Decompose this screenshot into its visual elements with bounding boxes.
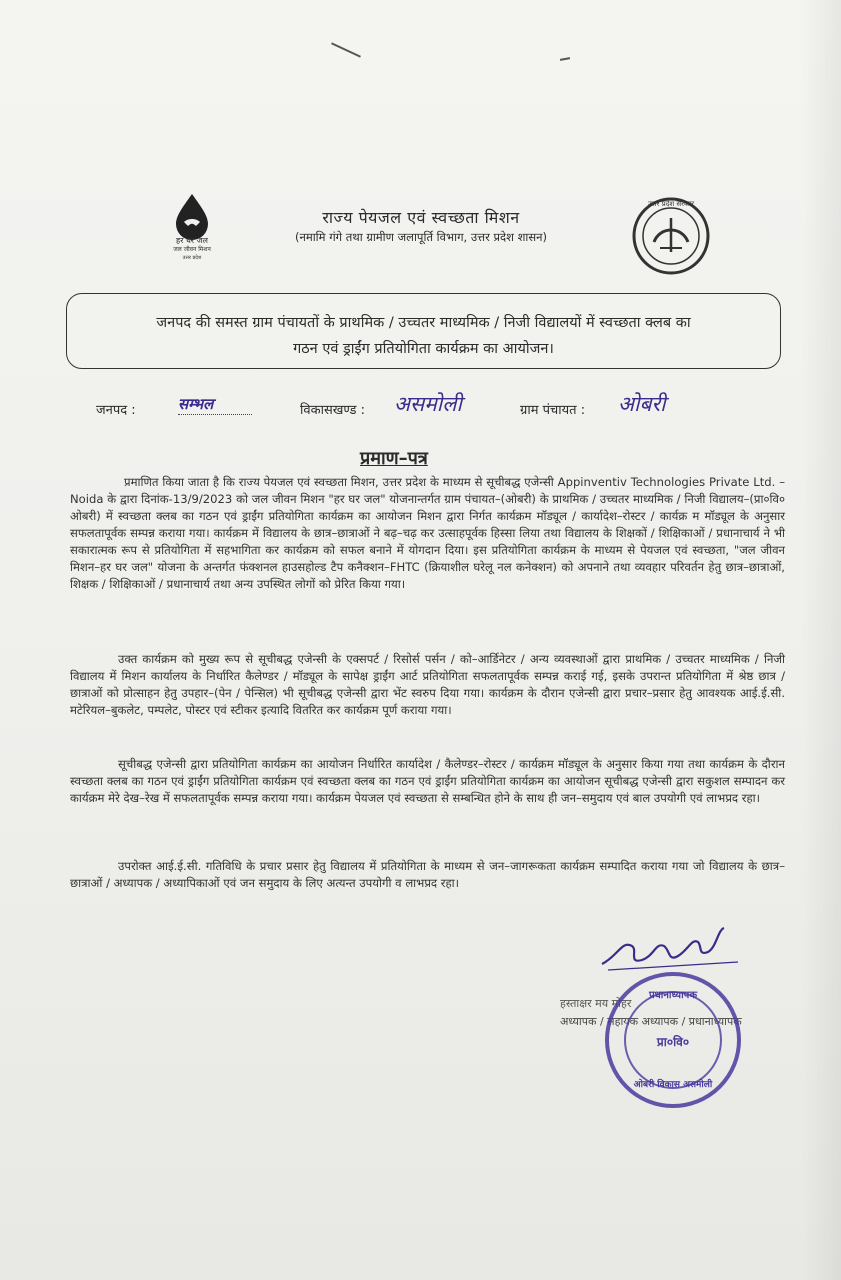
certificate-paragraph-3: सूचीबद्ध एजेन्सी द्वारा प्रतियोगिता कार्यक्रम का आयोजन निर्धारित कार्यादेश / कैलेण्डर–रोस्टर / कार्यक्रम मॉड्यूल के अनुसार किया गया तथा कार्यक्रम के दौरान स्वच्छता क्लब का गठन एवं ड्राईंग प्रतियोगिता कार्यक्रम एवं स्वच्छता क्लब का गठन एवं ड्राईंग प्रतियोगिता कार्यक्रम का आयोजन सूचीबद्ध एजेन्सी द्वारा सकुशल सम्पादन कर कार्यक्रम मेरे देख–रेख में सफलतापूर्वक सम्पन्न कराया गया। कार्यक्रम पेयजल एवं स्वच्छता से सम्बन्धित होने के साथ ही जन–समुदाय एवं बाल उपयोगी एवं लाभप्रद रहा। <box>70 757 785 805</box>
logo-text: हर घर जल <box>176 236 208 245</box>
logo-text: उत्तर प्रदेश <box>182 255 202 261</box>
pen-mark <box>560 57 570 61</box>
signature-role-line-2: अध्यापक / सहायक अध्यापक / प्रधानाध्यापक <box>560 1015 742 1028</box>
signature-role-line-1: हस्ताक्षर मय मोहर <box>560 997 632 1010</box>
mission-title: राज्य पेयजल एवं स्वच्छता मिशन <box>322 208 520 227</box>
school-stamp <box>598 965 748 1115</box>
stamp-text: ओबरी विकास असमोली <box>633 1080 713 1090</box>
mission-subtitle: (नमामि गंगे तथा ग्रामीण जलापूर्ति विभाग, उत्तर प्रदेश शासन) <box>294 230 548 244</box>
stamp-text: प्रधानाध्यापक <box>648 990 698 1001</box>
block-label: विकासखण्ड : <box>300 403 366 418</box>
jal-jeevan-mission-logo <box>160 192 224 262</box>
district-value: सम्भल <box>178 394 252 415</box>
certificate-paragraph-1: प्रमाणित किया जाता है कि राज्य पेयजल एवं स्वच्छता मिशन, उत्तर प्रदेश के माध्यम से सूचीबद्ध एजेन्सी Appinventiv Technologies Private Ltd. – Noida के द्वारा दिनांक-13/9/2023 को जल जीवन मिशन "हर घर जल" योजनान्तर्गत ग्राम पंचायत–(ओबरी) के प्राथमिक / उच्चतर माध्यमिक / निजी विद्यालय–(प्रा०वि० ओबरी) में स्वच्छता क्लब का गठन एवं ड्राईंग प्रतियोगिता कार्यक्रम का आयोजन मिशन द्वारा निर्गत कार्यक्रम मॉड्यूल / कार्यादेश–रोस्टर / कार्यक्र म मॉड्यूल के अनुसार सफलतापूर्वक सम्पन्न कराया गया। कार्यक्रम में विद्यालय के छात्र–छात्राओं ने बढ़–चढ़ कर उत्साहपूर्वक हिस्सा लिया तथा विद्यालय के शिक्षकों / शिक्षिकाओं / प्रधानाचार्य ने भी सकारात्मक रूप से प्रतियोगिता में सहभागिता कर कार्यक्रम को सफल बनाने में योगदान दिया। इस प्रतियोगिता कार्यक्रम के माध्यम से पेयजल एवं स्वच्छता, "जल जीवन मिशन–हर घर जल" योजना के अन्तर्गत फंक्शनल हाउसहोल्ड टैप कनैक्शन–FHTC (क्रियाशील घरेलू नल कनेक्शन) को अपनाने तथा व्यवहार परिवर्तन हेतु छात्र–छात्राओं, शिक्षक / शिक्षिकाओं / प्रधानाचार्य तथा अन्य उपस्थित लोगों को प्रेरित किया गया। <box>70 475 785 591</box>
block-value: असमोली <box>394 392 462 416</box>
paper-fold-shadow <box>801 0 841 1280</box>
logo-text: जल जीवन मिशन <box>173 246 211 253</box>
panchayat-value: ओबरी <box>618 392 666 416</box>
district-label: जनपद : <box>96 403 136 418</box>
program-banner <box>66 293 781 369</box>
up-government-seal <box>626 196 716 276</box>
seal-text: उत्तर प्रदेश सरकार <box>647 200 695 208</box>
stamp-text: प्रा०वि० <box>656 1035 690 1049</box>
panchayat-label: ग्राम पंचायत : <box>520 403 586 418</box>
certificate-title: प्रमाण–पत्र <box>360 448 428 469</box>
banner-line-1: जनपद की समस्त ग्राम पंचायतों के प्राथमिक / उच्चतर माध्यमिक / निजी विद्यालयों में स्वच्छता क्लब का <box>156 315 691 331</box>
certificate-paragraph-4: उपरोक्त आई.ई.सी. गतिविधि के प्रचार प्रसार हेतु विद्यालय में प्रतियोगिता के माध्यम से जन–जागरूकता कार्यक्रम सम्पादित कराया गया जो विद्यालय के छात्र–छात्राओं / अध्यापक / अध्यापिकाओं एवं जन समुदाय के लिए अत्यन्त उपयोगी व लाभप्रद रहा। <box>70 859 785 890</box>
pen-mark <box>331 42 361 57</box>
certificate-paragraph-2: उक्त कार्यक्रम को मुख्य रूप से सूचीबद्ध एजेन्सी के एक्सपर्ट / रिसोर्स पर्सन / को–आर्डिनेटर / अन्य व्यवस्थाओं द्वारा प्राथमिक / उच्चतर माध्यमिक / निजी विद्यालय में मिशन कार्यालय के निर्धारित कैलेण्डर / मॉड्यूल के सापेक्ष ड्राईंग आर्ट प्रतियोगिता सफलतापूर्वक सम्पन्न कराई गई, इसके उपरान्त प्रतियोगिता में श्रेष्ठ छात्र / छात्राओं को प्रोत्साहन हेतु उपहार–(पेन / पेन्सिल) भी सूचीबद्ध एजेन्सी द्वारा भेंट स्वरुप दिया गया। कार्यक्रम के दौरान एजेन्सी द्वारा प्रचार–प्रसार हेतु आवश्यक आई.ई.सी. मटेरियल–बुकलेट, पम्पलेट, पोस्टर एवं स्टीकर इत्यादि वितरित कर कार्यक्रम पूर्ण कराया गया। <box>70 652 785 717</box>
banner-line-2: गठन एवं ड्राईंग प्रतियोगिता कार्यक्रम का आयोजन। <box>293 341 554 357</box>
